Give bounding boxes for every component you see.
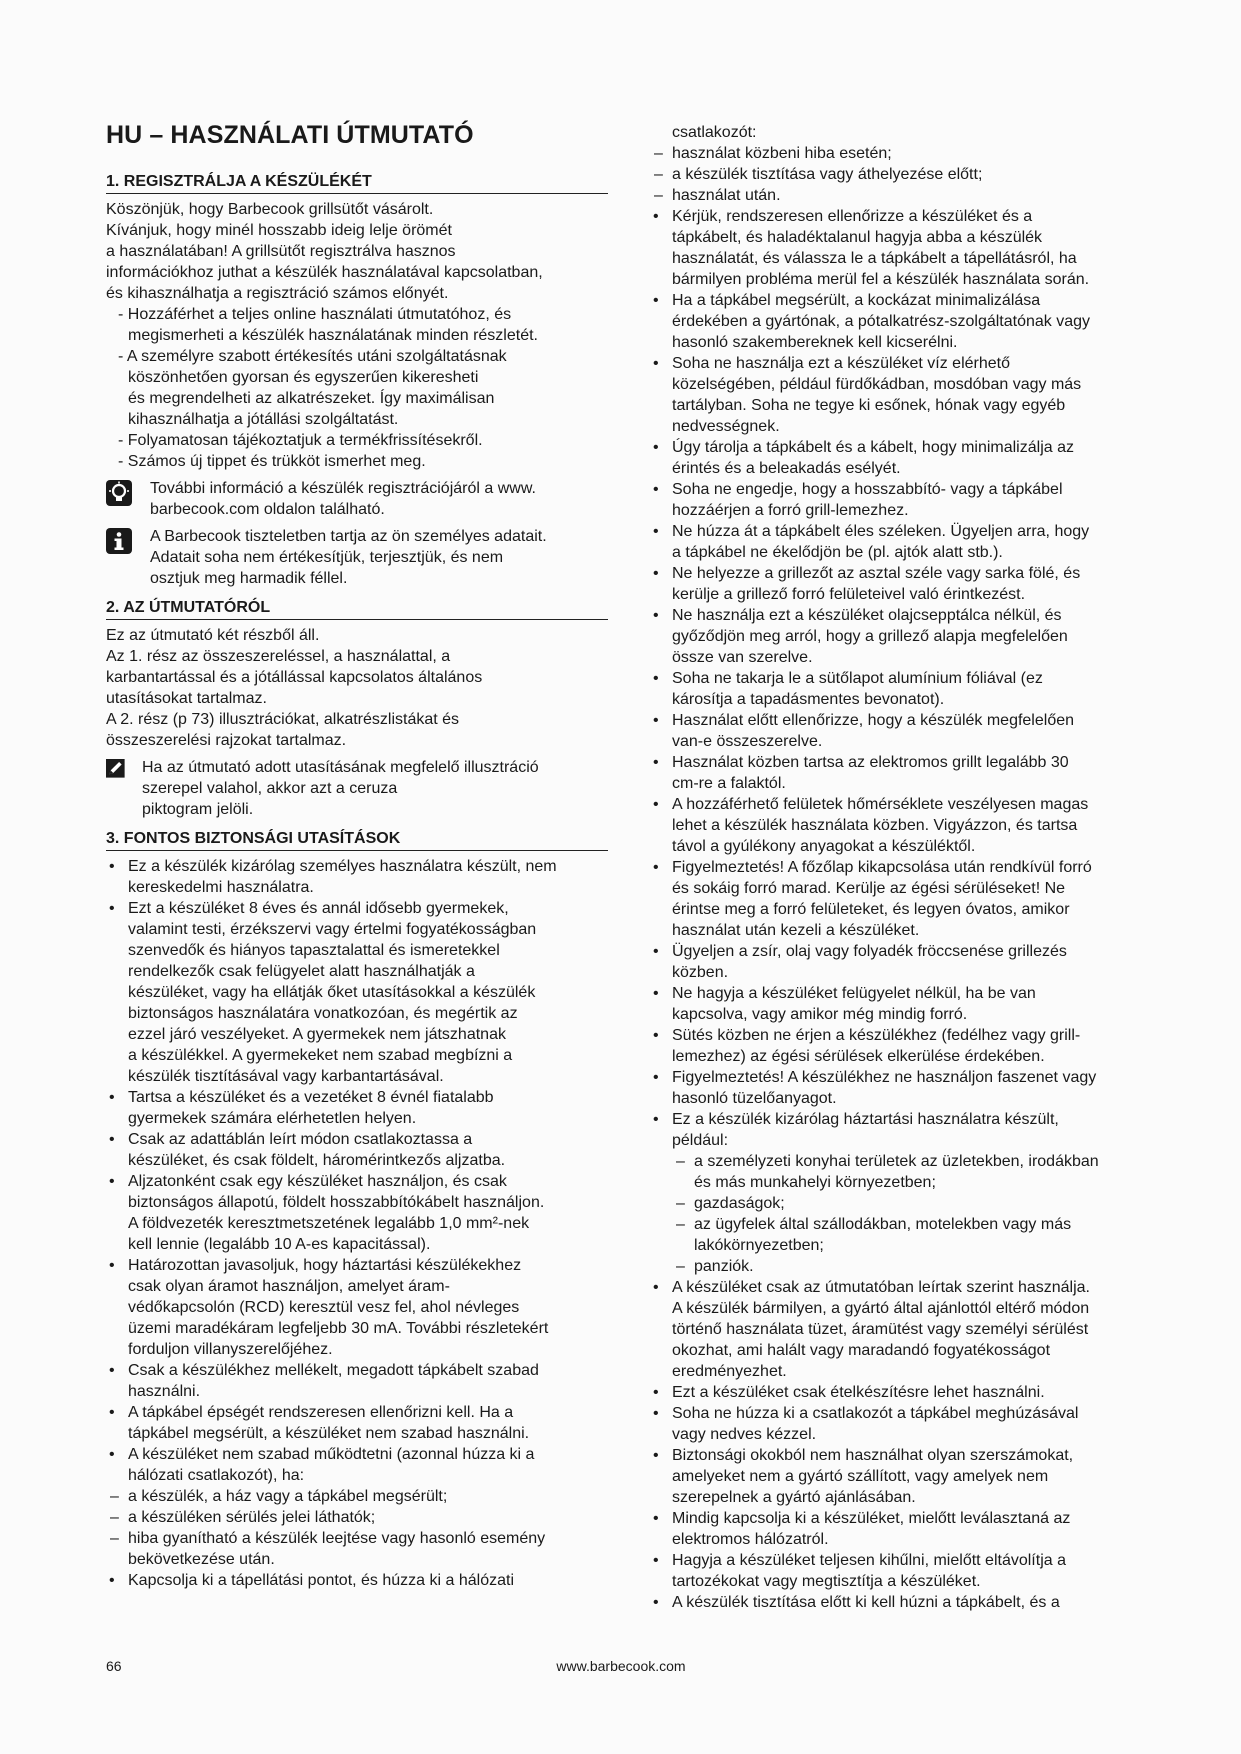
text-line: használni. [128, 1383, 201, 1400]
safety-bullet-item [106, 1129, 608, 1171]
text-line: közelségében, például fürdőkádban, mosdóban vagy más [672, 376, 1082, 393]
text-line: készülék tisztításával vagy karbantartásával. [128, 1068, 444, 1085]
text-line: – az ügyfelek által szállodákban, motelekben vagy más [694, 1216, 1072, 1233]
text-line: biztonságos állapotú, földelt hosszabbítókábelt használjon. [128, 1194, 545, 1211]
benefit-line: - Számos új tippet és trükköt ismerhet meg. [118, 453, 426, 470]
text-line: utasításokat tartalmaz. [106, 690, 267, 707]
safety-bullet-item [650, 1109, 1140, 1151]
safety-dash-item [672, 1214, 1140, 1256]
text-line: • A készülék tisztítása előtt ki kell húzni a tápkábelt, és a [672, 1594, 1060, 1611]
benefit-line: - Folyamatosan tájékoztatjuk a termékfrissítésekről. [118, 432, 483, 449]
safety-bullet-item [650, 353, 1140, 437]
safety-bullet-item [106, 1570, 608, 1591]
text-line: • Ügyeljen a zsír, olaj vagy folyadék fröccsenése grillezés [672, 943, 1067, 960]
safety-bullet-item [650, 752, 1140, 794]
info-note [106, 526, 608, 589]
text-line: a tápkábel ne ékelődjön be (pl. ajtók alatt stb.). [672, 544, 1003, 561]
safety-bullet-item [650, 1067, 1140, 1109]
text-line: forduljon villanyszerelőjéhez. [128, 1341, 333, 1358]
text-line: kerülje a grillező forró felületeivel való érintkezést. [672, 586, 1026, 603]
text-line: közben. [672, 964, 729, 981]
safety-dash-item [672, 1193, 1140, 1214]
text-line: összeszerelési rajzokat tartalmaz. [106, 732, 347, 749]
right-column [650, 122, 1140, 1613]
page-number: 66 [106, 1658, 122, 1674]
text-line: • Soha ne takarja le a sütőlapot alumínium fóliával (ez [672, 670, 1043, 687]
safety-bullet-item [650, 1277, 1140, 1382]
section-register [106, 172, 608, 589]
safety-dash-item [106, 1507, 608, 1528]
text-line: a készülékkel. A gyermekeket nem szabad megbízni a [128, 1047, 513, 1064]
text-line: • Aljzatonként csak egy készüléket használjon, és csak [128, 1173, 507, 1190]
text-line: • Használat előtt ellenőrizze, hogy a készülék megfelelően [672, 712, 1075, 729]
safety-bullet-item [106, 1402, 608, 1444]
benefit-line: és megrendelheti az alkatrészeket. Így maximálisan [128, 390, 495, 407]
text-line: – hiba gyanítható a készülék leejtése vagy hasonló esemény [128, 1530, 546, 1547]
safety-bullet-item [650, 1382, 1140, 1403]
tip-text-line: További információ a készülék regisztrációjáról a www. [150, 480, 536, 497]
text-line: • Hagyja a készüléket teljesen kihűlni, mielőtt eltávolítja a [672, 1552, 1066, 1569]
text-line: • Úgy tárolja a tápkábelt és a kábelt, hogy minimalizálja az [672, 439, 1074, 456]
pencil-icon [106, 759, 128, 781]
section-heading: 2. AZ ÚTMUTATÓRÓL [106, 598, 608, 620]
text-line: kell lennie (legalább 10 A-es kapacitással). [128, 1236, 431, 1253]
text-line: • Tartsa a készüléket és a vezetéket 8 évnél fiatalabb [128, 1089, 494, 1106]
text-line: karbantartással és a jótállással kapcsolatos általános [106, 669, 483, 686]
text-line: • Csak az adattáblán leírt módon csatlakoztassa a [128, 1131, 473, 1148]
text-line: • Figyelmeztetés! A készülékhez ne használjon faszenet vagy [672, 1069, 1097, 1086]
text-line: tartályban. Soha ne tegye ki esőnek, hónak vagy egyéb [672, 397, 1066, 414]
text-line: elektromos hálózatról. [672, 1531, 829, 1548]
text-line: kapcsolva, vagy amikor még mindig forró. [672, 1006, 968, 1023]
text-line: – a készülék, a ház vagy a tápkábel megsérült; [128, 1488, 448, 1505]
safety-dash-item [650, 185, 1140, 206]
text-line: és kihasználhatja a regisztráció számos előnyét. [106, 285, 449, 302]
safety-dash-item [106, 1486, 608, 1507]
page-title: HU – HASZNÁLATI ÚTMUTATÓ [106, 121, 474, 149]
section-about [106, 598, 608, 820]
intro-text [106, 199, 608, 304]
info-text-line: A Barbecook tiszteletben tartja az ön személyes adatait. [150, 528, 547, 545]
text-line: Az 1. rész az összeszereléssel, a használattal, a [106, 648, 451, 665]
text-line: • Biztonsági okokból nem használhat olyan szerszámokat, [672, 1447, 1074, 1464]
safety-bullet-item [650, 857, 1140, 941]
text-line: például: [672, 1132, 729, 1149]
safety-bullet-item [650, 206, 1140, 290]
text-line: szenvedők és hiányos tapasztalattal és ismeretekkel [128, 942, 500, 959]
left-column [106, 120, 608, 1600]
text-line: cm-re a falaktól. [672, 775, 786, 792]
text-line: • Soha ne használja ezt a készüléket víz elérhető [672, 355, 1010, 372]
text-line: • A készüléket csak az útmutatóban leírtak szerint használja. [672, 1279, 1090, 1296]
text-line: • Csak a készülékhez mellékelt, megadott tápkábelt szabad [128, 1362, 539, 1379]
text-line: készüléket, vagy ha ellátják őket utasításokkal a készülék [128, 984, 536, 1001]
safety-bullet-list [650, 206, 1140, 1151]
text-line: károsítja a tapadásmentes bevonatot). [672, 691, 945, 708]
text-line: érintse meg a forró felületeket, és legyen óvatos, amikor [672, 901, 1070, 918]
safety-bullet-list [650, 1277, 1140, 1613]
text-line: a használatában! A grillsütőt regisztrálva hasznos [106, 243, 456, 260]
safety-bullet-item [650, 1592, 1140, 1613]
text-line: – a személyzeti konyhai területek az üzletekben, irodákban [694, 1153, 1099, 1170]
safety-bullet-item [650, 710, 1140, 752]
safety-bullet-item [650, 794, 1140, 857]
text-line: használat után kezeli a készüléket. [672, 922, 920, 939]
text-line: érdekében a gyártónak, a pótalkatrész-szolgáltatónak vagy [672, 313, 1091, 330]
text-line: hasonló tüzelőanyagot. [672, 1090, 837, 1107]
safety-bullet-item [650, 290, 1140, 353]
tip-note [106, 478, 608, 520]
text-line: • Ne helyezze a grillezőt az asztal széle vagy sarka fölé, és [672, 565, 1081, 582]
text-line: össze van szerelve. [672, 649, 813, 666]
text-line: győződjön meg arról, hogy a grillező alapja megfelelően [672, 628, 1068, 645]
text-line: Köszönjük, hogy Barbecook grillsütőt vásárolt. [106, 201, 434, 218]
text-line: • A készüléket nem szabad működtetni (azonnal húzza ki a [128, 1446, 535, 1463]
safety-bullet-item [650, 605, 1140, 668]
text-line: – használat közbeni hiba esetén; [672, 145, 892, 162]
text-line: • Kérjük, rendszeresen ellenőrizze a készüléket és a [672, 208, 1033, 225]
text-line: • Figyelmeztetés! A főzőlap kikapcsolása után rendkívül forró [672, 859, 1092, 876]
text-line: hálózati csatlakozót), ha: [128, 1467, 305, 1484]
safety-bullet-item [650, 1508, 1140, 1550]
text-line: A 2. rész (p 73) illusztrációkat, alkatrészlistákat és [106, 711, 460, 728]
text-line: ezzel járó veszélyeket. A gyermekek nem játszhatnak [128, 1026, 506, 1043]
safety-bullet-item [650, 1445, 1140, 1508]
text-line: csak olyan áramot használjon, amelyet áram- [128, 1278, 450, 1295]
benefit-line: - A személyre szabott értékesítés utáni szolgáltatásnak [118, 348, 507, 365]
text-line: – panziók. [694, 1258, 754, 1275]
continuation-text: csatlakozót: [672, 124, 757, 141]
text-line: – gazdaságok; [694, 1195, 785, 1212]
text-line: használatát, és válassza le a tápkábelt a tápellátásról, ha [672, 250, 1077, 267]
text-line: távol a gyúlékony anyagokat a készüléktől. [672, 838, 976, 855]
safety-bullet-list [106, 856, 608, 1486]
text-line: okozhat, ami halált vagy maradandó fogyatékosságot [672, 1342, 1051, 1359]
lightbulb-icon [106, 480, 132, 506]
pen-text-line: Ha az útmutató adott utasításának megfelelő illusztráció [142, 759, 539, 776]
safety-bullet-list [106, 1570, 608, 1591]
benefits-list [106, 304, 608, 472]
text-line: amelyeket nem a gyártó szállított, vagy amelyek nem [672, 1468, 1049, 1485]
section-heading: 3. FONTOS BIZTONSÁGI UTASÍTÁSOK [106, 829, 608, 851]
text-line: bármilyen probléma merül fel a készülék használata során. [672, 271, 1090, 288]
info-icon [106, 528, 132, 554]
text-line: – a készüléken sérülés jelei láthatók; [128, 1509, 376, 1526]
text-line: A készülék bármilyen, a gyártó által ajánlottól eltérő módon [672, 1300, 1090, 1317]
text-line: • Ne húzza át a tápkábelt éles széleken. Ügyeljen arra, hogy [672, 523, 1090, 540]
safety-bullet-item [650, 437, 1140, 479]
text-line: gyermekek számára elérhetetlen helyen. [128, 1110, 417, 1127]
safety-bullet-item [650, 1550, 1140, 1592]
safety-bullet-item [106, 1444, 608, 1486]
safety-bullet-item [650, 479, 1140, 521]
safety-bullet-item [106, 1171, 608, 1255]
safety-dash-item [650, 164, 1140, 185]
text-line: • Ez a készülék kizárólag háztartási használatra készült, [672, 1111, 1059, 1128]
text-line: • Soha ne engedje, hogy a hosszabbító- vagy a tápkábel [672, 481, 1063, 498]
text-line: tápkábel megsérült, a készüléket nem szabad használni. [128, 1425, 530, 1442]
safety-dash-list [650, 143, 1140, 206]
safety-dash-list [106, 1486, 608, 1570]
safety-dash-item [672, 1256, 1140, 1277]
pen-note [106, 757, 608, 820]
text-line: biztonságos használatára vonatkozóan, és megértik az [128, 1005, 518, 1022]
safety-bullet-item [650, 1403, 1140, 1445]
text-line: • Ez a készülék kizárólag személyes használatra készült, nem [128, 858, 557, 875]
text-line: • A tápkábel épségét rendszeresen ellenőrizni kell. Ha a [128, 1404, 514, 1421]
text-line: üzemi maradékáram legfeljebb 30 mA. További részletekért [128, 1320, 549, 1337]
safety-bullet-item [650, 941, 1140, 983]
text-line: tápkábelt, és haladéktalanul hagyja abba a készülék [672, 229, 1043, 246]
text-line: valamint testi, érzékszervi vagy értelmi fogyatékosságban [128, 921, 537, 938]
text-line: – a készülék tisztítása vagy áthelyezése előtt; [672, 166, 983, 183]
text-line: információkhoz juthat a készülék használatával kapcsolatban, [106, 264, 543, 281]
safety-bullet-item [650, 668, 1140, 710]
text-line: • Mindig kapcsolja ki a készüléket, mielőtt leválasztaná az [672, 1510, 1071, 1527]
text-line: – használat után. [672, 187, 781, 204]
benefit-line: megismerheti a készülék használatának minden részletét. [128, 327, 538, 344]
text-line: • Ne használja ezt a készüléket olajcsepptálca nélkül, és [672, 607, 1062, 624]
safety-bullet-item [106, 1360, 608, 1402]
pen-text-line: szerepel valahol, akkor azt a ceruza [142, 780, 398, 797]
text-line: kereskedelmi használatra. [128, 879, 314, 896]
benefit-line: - Hozzáférhet a teljes online használati útmutatóhoz, és [118, 306, 512, 323]
info-text-line: Adatait soha nem értékesítjük, terjesztjük, és nem [150, 549, 504, 566]
pen-text-line: piktogram jelöli. [142, 801, 254, 818]
text-line: tartozékokat vagy megtisztítja a készüléket. [672, 1573, 981, 1590]
safety-dash-item [672, 1151, 1140, 1193]
text-line: • Soha ne húzza ki a csatlakozót a tápkábel meghúzásával [672, 1405, 1079, 1422]
text-line: Ez az útmutató két részből áll. [106, 627, 320, 644]
text-line: bekövetkezése után. [128, 1551, 275, 1568]
text-line: Kívánjuk, hogy minél hosszabb ideig lelje örömét [106, 222, 452, 239]
safety-bullet-item [106, 1087, 608, 1129]
text-line: hozzáérjen a forró grill-lemezhez. [672, 502, 909, 519]
text-line: van-e összeszerelve. [672, 733, 823, 750]
text-line: eredményezhet. [672, 1363, 787, 1380]
safety-dash-item [650, 143, 1140, 164]
safety-dash-item [106, 1528, 608, 1570]
benefit-line: kihasználhatja a jótállási szolgáltatást. [128, 411, 399, 428]
text-line: lehet a készülék használata közben. Vigyázzon, és tartsa [672, 817, 1078, 834]
text-line: • Sütés közben ne érjen a készülékhez (fedélhez vagy grill- [672, 1027, 1081, 1044]
safety-bullet-item [650, 563, 1140, 605]
footer-url: www.barbecook.com [556, 1658, 686, 1674]
info-text-line: osztjuk meg harmadik féllel. [150, 570, 348, 587]
safety-bullet-item [106, 1255, 608, 1360]
text-line: • Kapcsolja ki a tápellátási pontot, és húzza ki a hálózati [128, 1572, 515, 1589]
text-line: • Ne hagyja a készüléket felügyelet nélkül, ha be van [672, 985, 1036, 1002]
text-line: rendelkezők csak felügyelet alatt használhatják a [128, 963, 475, 980]
text-line: hasonló szakembereknek kell kicserélni. [672, 334, 958, 351]
text-line: • Használat közben tartsa az elektromos grillt legalább 30 [672, 754, 1069, 771]
text-line: • A hozzáférhető felületek hőmérséklete veszélyesen magas [672, 796, 1089, 813]
safety-bullet-item [106, 856, 608, 898]
benefit-line: köszönhetően gyorsan és egyszerűen kikeresheti [128, 369, 479, 386]
text-line: szerepelnek a gyártó ajánlásában. [672, 1489, 916, 1506]
text-line: lakókörnyezetben; [694, 1237, 824, 1254]
safety-bullet-item [650, 1025, 1140, 1067]
safety-bullet-item [650, 521, 1140, 563]
text-line: védőkapcsolón (RCD) keresztül vesz fel, ahol névleges [128, 1299, 520, 1316]
tip-text-line: barbecook.com oldalon található. [150, 501, 385, 518]
text-line: • Ha a tápkábel megsérült, a kockázat minimalizálása [672, 292, 1041, 309]
text-line: nedvességnek. [672, 418, 780, 435]
safety-dash-list [650, 1151, 1140, 1277]
text-line: • Ezt a készüléket csak ételkészítésre lehet használni. [672, 1384, 1045, 1401]
text-line: készüléket, és csak földelt, háromérintkezős aljzatba. [128, 1152, 506, 1169]
safety-bullet-item [650, 983, 1140, 1025]
text-line: történő használata tüzet, áramütést vagy személyi sérülést [672, 1321, 1089, 1338]
safety-bullet-item [106, 898, 608, 1087]
text-line: érintés és a beleakadás esélyét. [672, 460, 901, 477]
text-line: • Határozottan javasoljuk, hogy háztartási készülékekhez [128, 1257, 522, 1274]
text-line: A földvezeték keresztmetszetének legalább 1,0 mm²-nek [128, 1215, 530, 1232]
text-line: lemezhez) az égési sérülések elkerülése érdekében. [672, 1048, 1045, 1065]
section-heading: 1. REGISZTRÁLJA A KÉSZÜLÉKÉT [106, 172, 608, 194]
text-line: és sokáig forró marad. Kerülje az égési sérüléseket! Ne [672, 880, 1066, 897]
text-line: vagy nedves kézzel. [672, 1426, 817, 1443]
text-line: • Ezt a készüléket 8 éves és annál idősebb gyermekek, [128, 900, 509, 917]
section-safety-left [106, 829, 608, 1591]
text-line: és más munkahelyi környezetben; [694, 1174, 936, 1191]
